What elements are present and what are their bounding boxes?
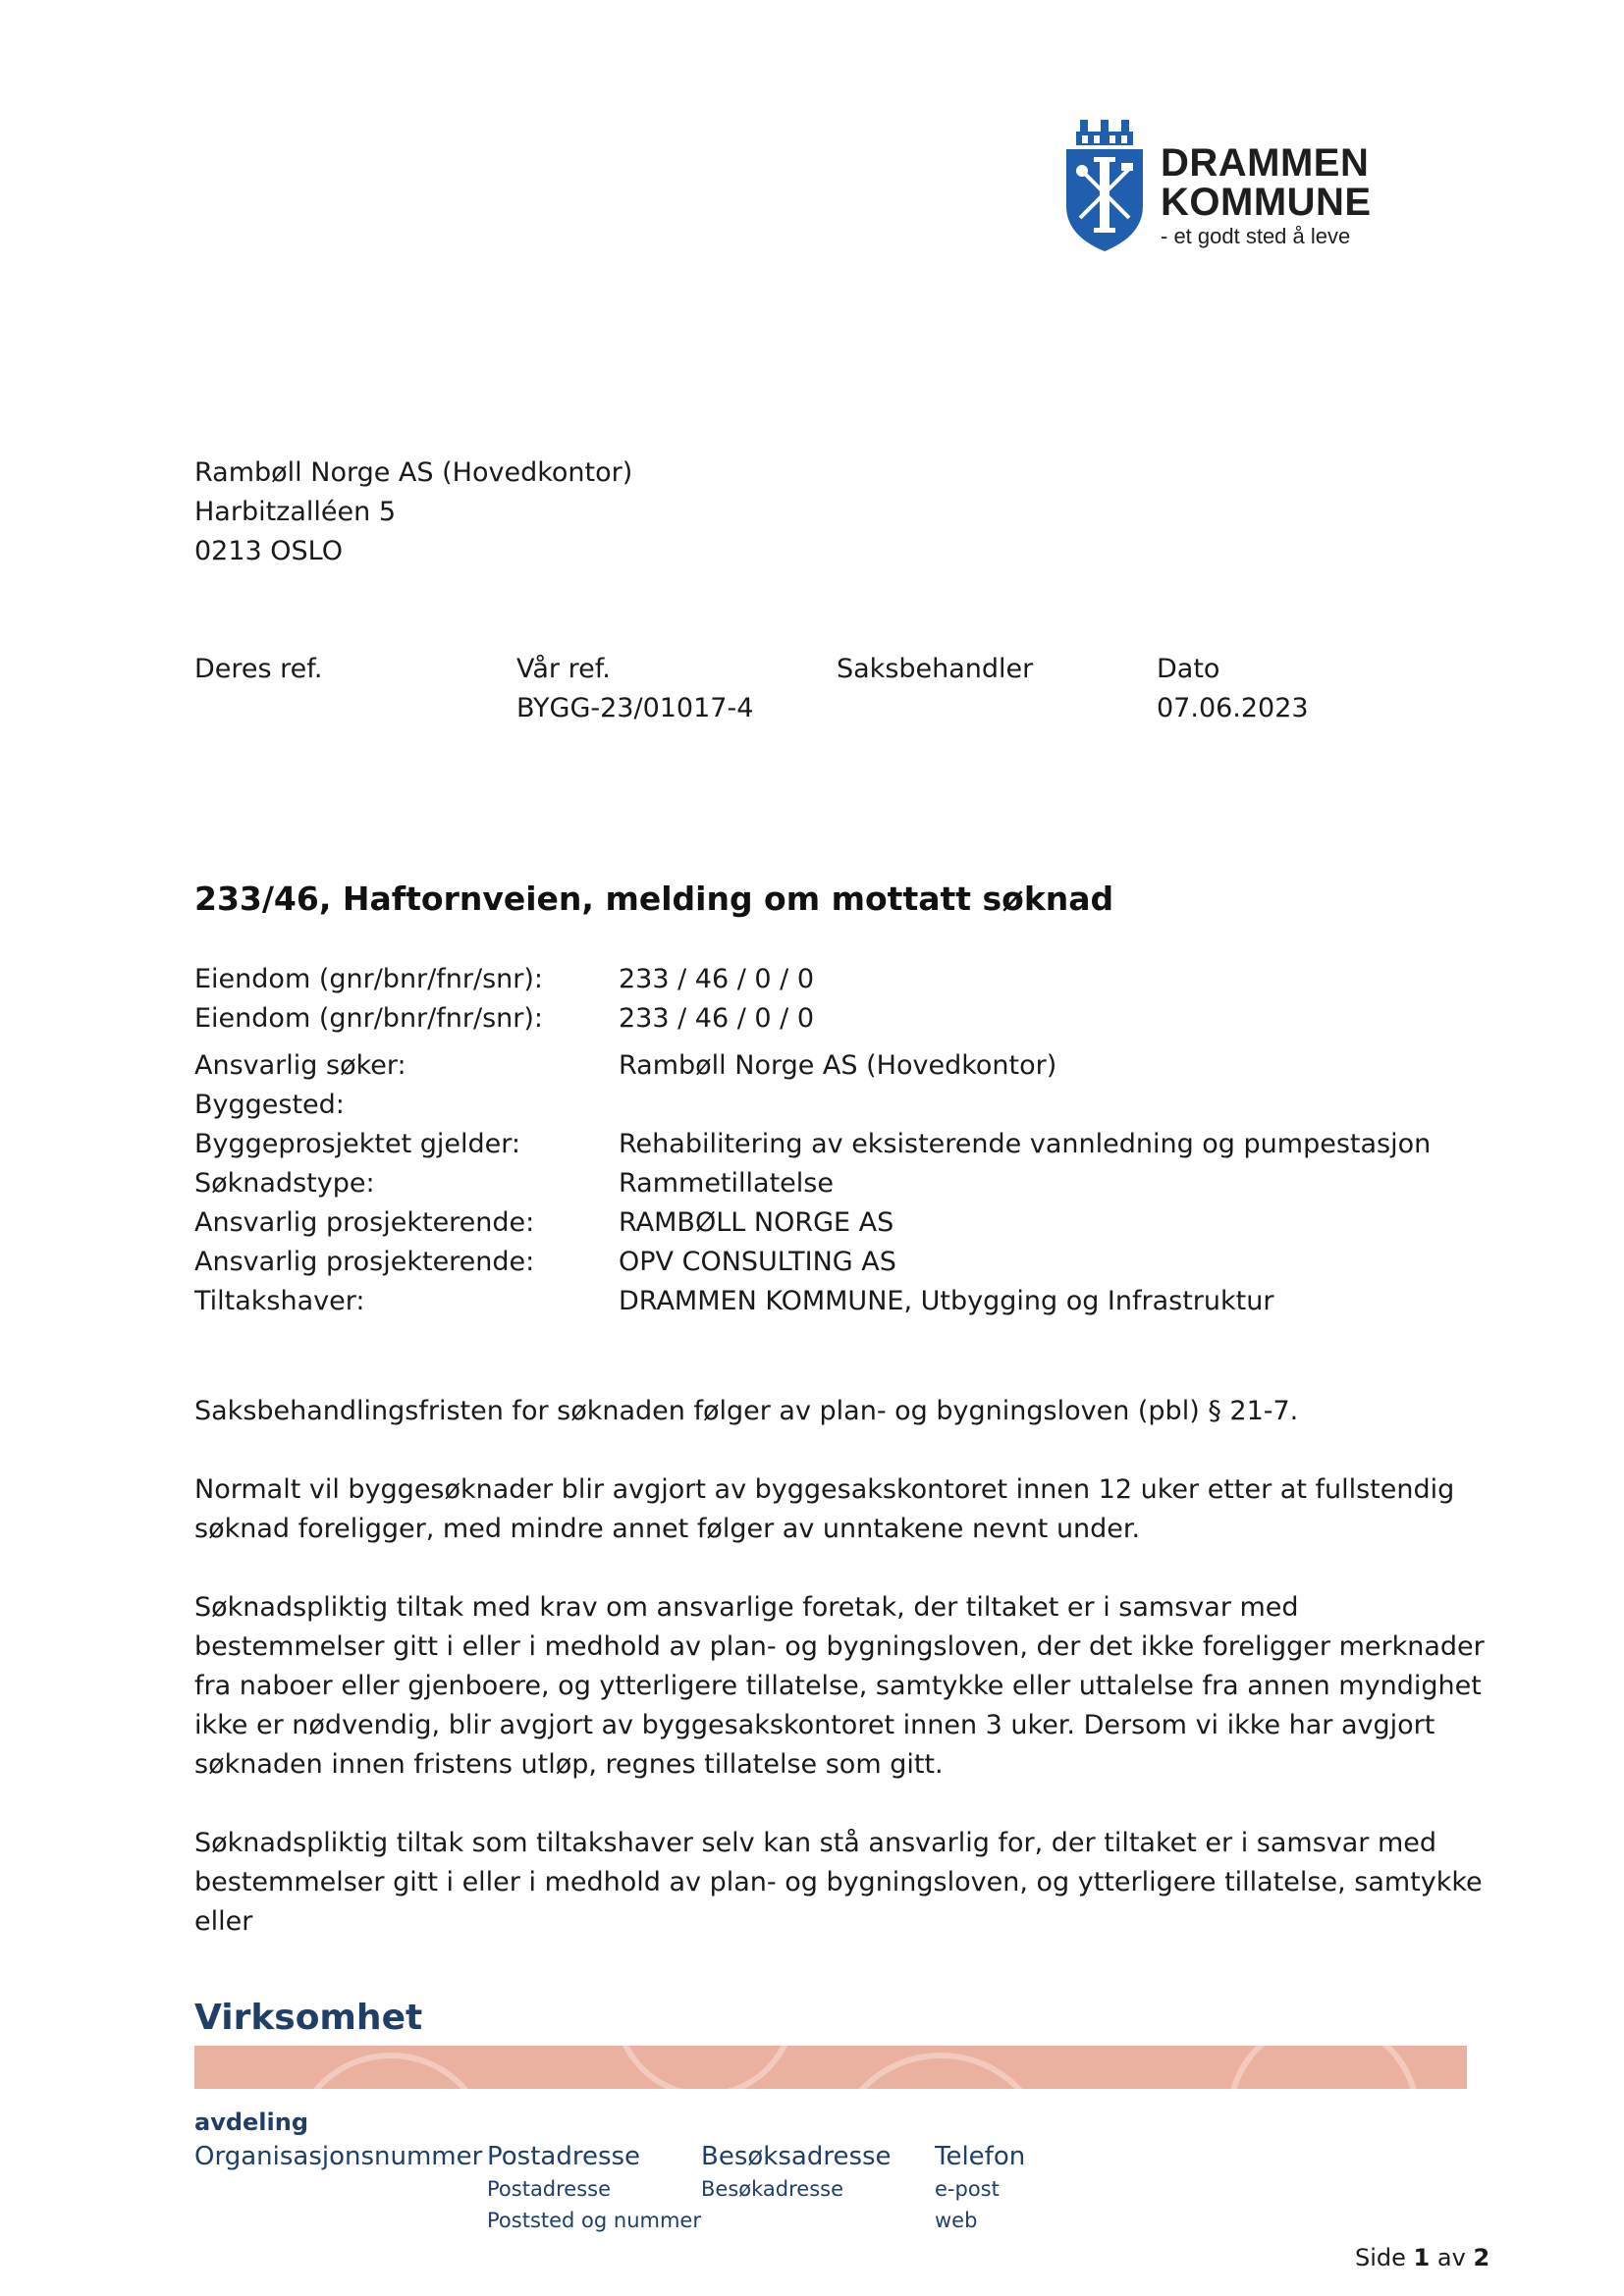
page-total: 2 <box>1473 2244 1490 2271</box>
field-label: Eiendom (gnr/bnr/fnr/snr): <box>194 1003 543 1034</box>
field-label: Byggested: <box>194 1090 345 1120</box>
logo <box>1060 120 1414 257</box>
field-value: DRAMMEN KOMMUNE, Utbygging og Infrastruktur <box>619 1286 1274 1316</box>
var-ref-label: Vår ref. <box>516 654 611 684</box>
coat-of-arms-icon <box>1060 120 1149 257</box>
paragraph-normalt: Normalt vil byggesøknader blir avgjort av byggesakskontoret innen 12 uker etter at fullstendig søknad foreligger, med mindre annet følger av unntakene nevnt under. <box>194 1474 1455 1544</box>
field-value: 233 / 46 / 0 / 0 <box>619 964 815 994</box>
field-label: Ansvarlig søker: <box>194 1050 406 1081</box>
logo-line2: KOMMUNE <box>1161 181 1372 224</box>
page-of: av <box>1436 2244 1466 2271</box>
field-label: Ansvarlig prosjekterende: <box>194 1247 535 1277</box>
logo-tagline: - et godt sted å leve <box>1161 224 1351 248</box>
footer-org-number: Organisasjonsnummer <box>194 2142 483 2171</box>
ref-dato <box>1157 650 1309 728</box>
dato-value: 07.06.2023 <box>1157 693 1309 723</box>
footer-besokadresse: Besøkadresse <box>701 2177 844 2201</box>
footer-band <box>194 2046 1467 2089</box>
letter-title: 233/46, Haftornveien, melding om mottatt søknad <box>194 880 1114 918</box>
footer-postadresse: Postadresse <box>487 2177 612 2201</box>
ref-deres <box>194 650 322 689</box>
field-value: RAMBØLL NORGE AS <box>619 1207 894 1238</box>
footer-title: Virksomhet <box>194 1998 423 2038</box>
paragraph-ansvarlige-foretak: Søknadspliktig tiltak med krav om ansvarlige foretak, der tiltaket er i samsvar med bestemmelser gitt i eller i medhold av plan- og bygningsloven, der det ikke foreligger merknader fra naboer eller gjenboere, og ytterligere tillatelse, samtykke eller uttalelse fra annen myndighet ikke er nødvendig, blir avgjort av byggesakskontoret innen 3 uker. Dersom vi ikke har avgjort søknaden innen fristens utløp, regnes tillatelse som gitt. <box>194 1592 1485 1780</box>
field-value: Rammetillatelse <box>619 1168 834 1199</box>
paragraph-frist: Saksbehandlingsfristen for søknaden følger av plan- og bygningsloven (pbl) § 21-7. <box>194 1396 1299 1426</box>
field-label: Ansvarlig prosjekterende: <box>194 1207 535 1238</box>
field-value: OPV CONSULTING AS <box>619 1247 896 1277</box>
recipient-postal: 0213 OSLO <box>194 536 344 566</box>
page-prefix: Side <box>1355 2244 1406 2271</box>
footer-web: web <box>935 2209 978 2232</box>
footer-department: avdeling <box>194 2109 309 2136</box>
recipient-name: Rambøll Norge AS (Hovedkontor) <box>194 457 633 488</box>
field-value: Rambøll Norge AS (Hovedkontor) <box>619 1050 1057 1081</box>
dato-label: Dato <box>1157 654 1220 684</box>
ref-var <box>516 650 753 728</box>
ref-saksbehandler <box>837 650 1033 689</box>
field-value: 233 / 46 / 0 / 0 <box>619 1003 815 1034</box>
field-label: Eiendom (gnr/bnr/fnr/snr): <box>194 964 543 994</box>
footer-besoksadresse-head: Besøksadresse <box>701 2142 892 2171</box>
deres-ref-label: Deres ref. <box>194 654 323 684</box>
footer-telefon-head: Telefon <box>935 2142 1026 2171</box>
page-current: 1 <box>1413 2244 1431 2271</box>
var-ref-value: BYGG-23/01017-4 <box>516 693 754 723</box>
logo-line1: DRAMMEN <box>1161 141 1370 185</box>
footer-postadresse-head: Postadresse <box>487 2142 641 2171</box>
recipient-address <box>194 454 632 571</box>
field-label: Søknadstype: <box>194 1168 375 1199</box>
paragraph-tiltakshaver: Søknadspliktig tiltak som tiltakshaver selv kan stå ansvarlig for, der tiltaket er i samsvar med bestemmelser gitt i eller i medhold av plan- og bygningsloven, og ytterligere tillatelse, samtykke eller <box>194 1828 1483 1937</box>
logo-wordmark <box>1161 143 1372 249</box>
footer-epost: e-post <box>935 2177 1000 2201</box>
page-number <box>1355 2244 1489 2271</box>
footer-poststed: Poststed og nummer <box>487 2209 701 2232</box>
saksbehandler-label: Saksbehandler <box>837 654 1034 684</box>
field-value: Rehabilitering av eksisterende vannledning og pumpestasjon <box>619 1129 1432 1159</box>
field-label: Tiltakshaver: <box>194 1286 365 1316</box>
footer-decoration <box>194 2046 1467 2089</box>
field-label: Byggeprosjektet gjelder: <box>194 1129 520 1159</box>
recipient-street: Harbitzalléen 5 <box>194 497 396 527</box>
